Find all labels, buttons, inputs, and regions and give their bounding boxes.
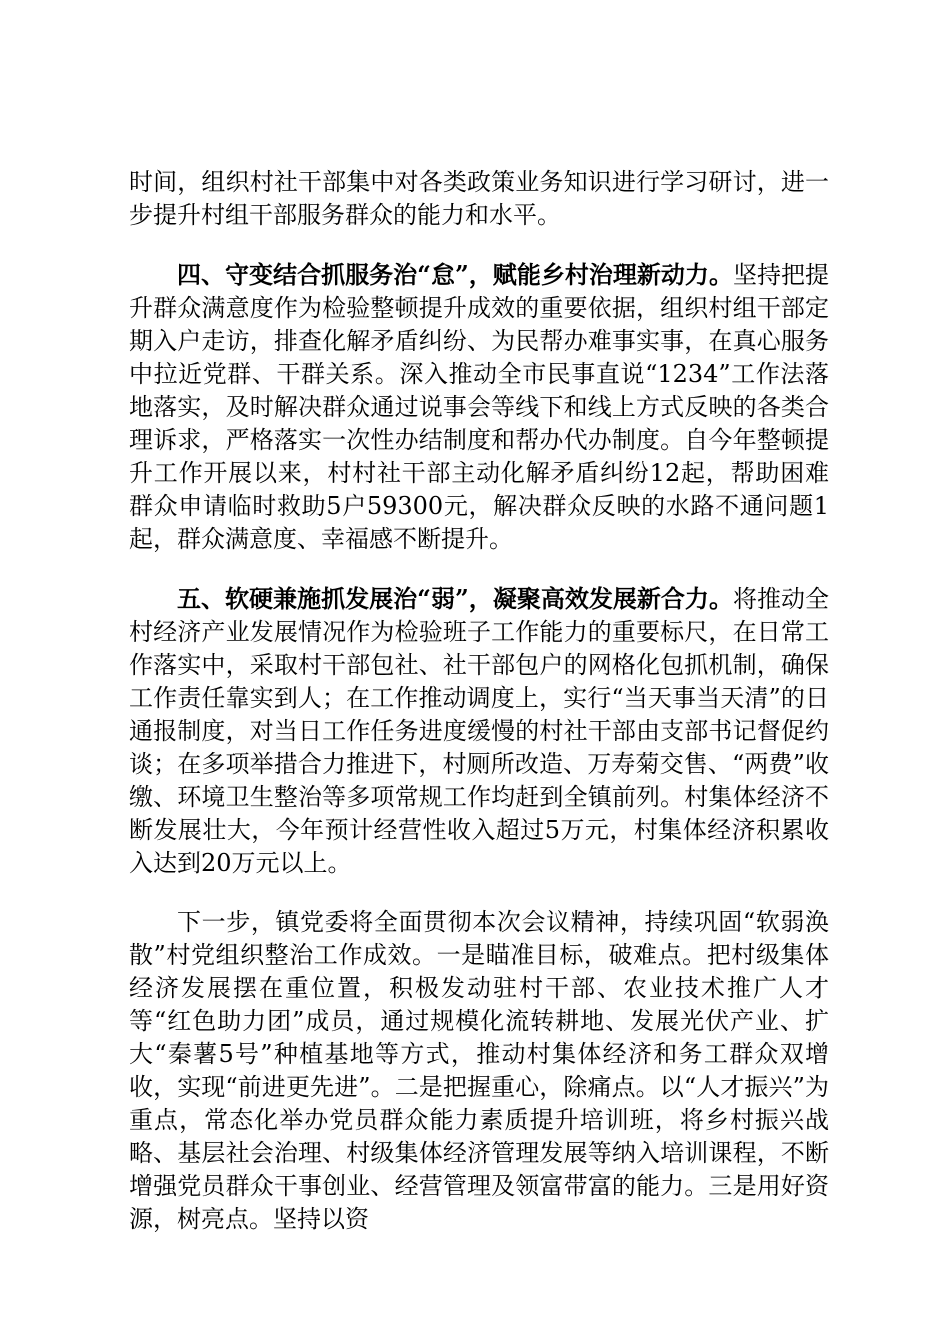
paragraph-text: 时间，组织村社干部集中对各类政策业务知识进行学习研讨，进一步提升村组干部服务群众的能力和水平。	[129, 168, 829, 229]
paragraph-text: 将推动全村经济产业发展情况作为检验班子工作能力的重要标尺，在日常工作落实中，采取村干部包社、社干部包户的网格化包抓机制，确保工作责任靠实到人；在工作推动调度上，实行“当天事当天清”的日通报制度，对当日工作任务进度缓慢的村社干部由支部书记督促约谈；在多项举措合力推进下，村厕所改造、万寿菊交售、“两费”收缴、环境卫生整治等多项常规工作均赶到全镇前列。村集体经济不断发展壮大，今年预计经营性收入超过5万元，村集体经济积累收入达到20万元以上。	[129, 585, 830, 877]
paragraph-text: 下一步，镇党委将全面贯彻本次会议精神，持续巩固“软弱涣散”村党组织整治工作成效。一是瞄准目标，破难点。把村级集体经济发展摆在重位置，积极发动驻村干部、农业技术推广人才等“红色助力团”成员，通过规模化流转耕地、发展光伏产业、扩大“秦薯5号”种植基地等方式，推动村集体经济和务工群众双增收，实现“前进更先进”。二是把握重心，除痛点。以“人才振兴”为重点，常态化举办党员群众能力素质提升培训班，将乡村振兴战略、基层社会治理、村级集体经济管理发展等纳入培训课程，不断增强党员群众干事创业、经营管理及领富带富的能力。三是用好资源，树亮点。坚持以资	[129, 908, 829, 1233]
paragraph-continuation	[129, 166, 829, 232]
section-heading: 四、守变结合抓服务治“怠”，赋能乡村治理新动力。	[177, 260, 733, 289]
paragraph-text: 坚持把提升群众满意度作为检验整顿提升成效的重要依据，组织村组干部定期入户走访，排查化解矛盾纠纷、为民帮办难事实事，在真心服务中拉近党群、干群关系。深入推动全市民事直说“1234”工作法落地落实，及时解决群众通过说事会等线下和线上方式反映的各类合理诉求，严格落实一次性办结制度和帮办代办制度。自今年整顿提升工作开展以来，村村社干部主动化解矛盾纠纷12起，帮助困难群众申请临时救助5户59300元，解决群众反映的水路不通问题1起，群众满意度、幸福感不断提升。	[129, 261, 830, 553]
section-heading: 五、软硬兼施抓发展治“弱”，凝聚高效发展新合力。	[177, 584, 733, 613]
paragraph-section-five	[129, 582, 829, 880]
paragraph-section-four	[129, 258, 829, 556]
paragraph-next-steps	[129, 906, 829, 1236]
document-body	[129, 166, 829, 1262]
